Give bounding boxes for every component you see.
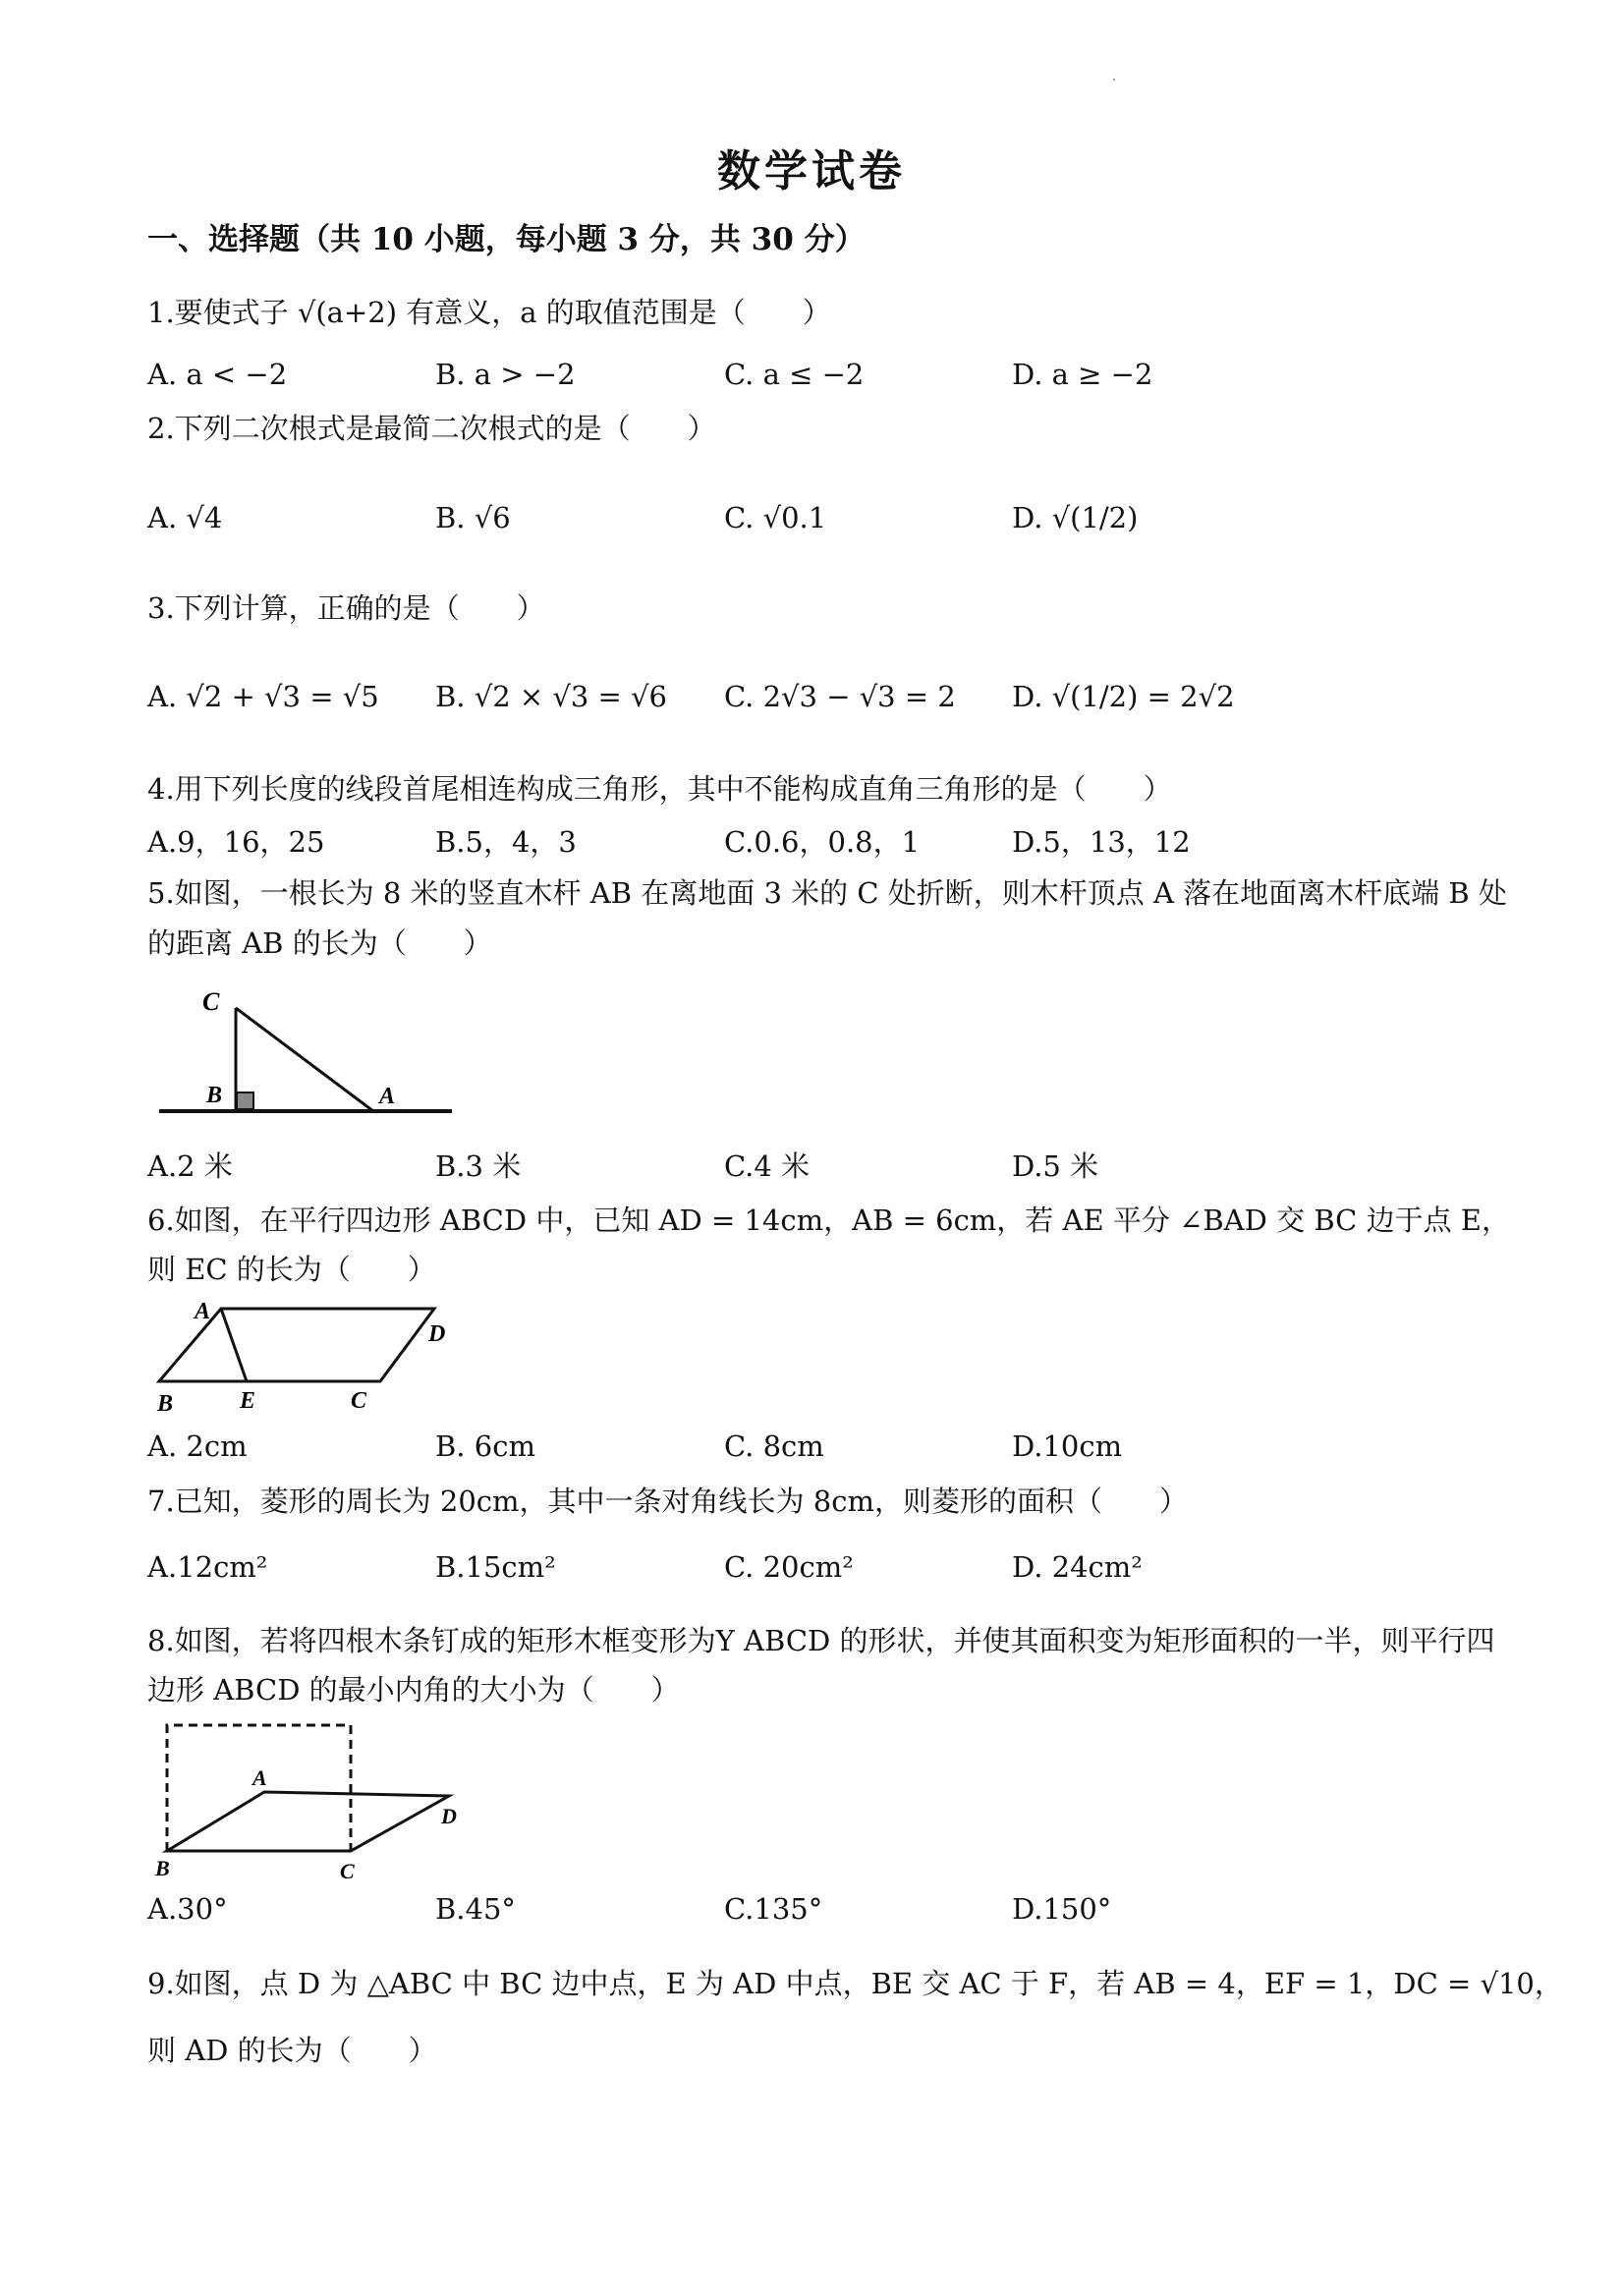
question-1-option-c: C. a ≤ −2 (724, 358, 865, 391)
question-8-stem: 8.如图，若将四根木条钉成的矩形木框变形为Y ABCD 的形状，并使其面积变为矩形面积的一半，则平行四 (147, 1624, 1495, 1657)
parallelogram-abcd (167, 1792, 449, 1851)
question-3-option-d: D. √(1/2) = 2√2 (1012, 680, 1235, 713)
label-b: B (157, 1391, 174, 1417)
question-4-option-b: B.5，4，3 (435, 825, 577, 859)
label-a: A (379, 1084, 396, 1109)
page-title: 数学试卷 (717, 146, 906, 196)
label-c: C (340, 1859, 355, 1883)
question-8-figure (147, 1719, 462, 1884)
label-a: A (195, 1299, 211, 1324)
broken-segment-ca (236, 1008, 373, 1111)
question-5-option-c: C.4 米 (724, 1149, 811, 1183)
question-7-option-b: B.15cm² (435, 1550, 556, 1584)
scan-speck (1113, 79, 1115, 81)
question-5-stem: 5.如图，一根长为 8 米的竖直木杆 AB 在离地面 3 米的 C 处折断，则木杆顶点 A 落在地面离木杆底端 B 处 (147, 876, 1507, 910)
question-7-option-d: D. 24cm² (1012, 1550, 1143, 1584)
question-2-option-b: B. √6 (435, 501, 511, 534)
question-6-option-d: D.10cm (1012, 1429, 1123, 1463)
label-a: A (252, 1765, 267, 1790)
label-d: D (441, 1804, 457, 1828)
label-d: D (428, 1321, 446, 1347)
question-3-option-c: C. 2√3 − √3 = 2 (724, 680, 956, 713)
question-2-option-a: A. √4 (147, 501, 223, 534)
label-c: C (351, 1388, 367, 1414)
question-1-stem: 1.要使式子 √(a+2) 有意义，a 的取值范围是（ ） (147, 296, 831, 329)
question-5-stem-line2: 的距离 AB 的长为（ ） (147, 926, 492, 960)
question-5-option-b: B.3 米 (435, 1149, 522, 1183)
right-angle-marker (237, 1092, 253, 1109)
question-5-option-a: A.2 米 (147, 1149, 233, 1183)
question-7-option-c: C. 20cm² (724, 1550, 854, 1584)
question-2-option-d: D. √(1/2) (1012, 501, 1139, 534)
question-3-option-b: B. √2 × √3 = √6 (435, 680, 668, 713)
question-8-stem-line2: 边形 ABCD 的最小内角的大小为（ ） (147, 1673, 680, 1707)
label-e: E (240, 1388, 256, 1414)
question-6-stem-line2: 则 EC 的长为（ ） (147, 1253, 436, 1286)
question-6-stem: 6.如图，在平行四边形 ABCD 中，已知 AD = 14cm，AB = 6cm，若 AE 平分 ∠BAD 交 BC 边于点 E， (147, 1204, 1510, 1237)
question-8-option-d: D.150° (1012, 1892, 1112, 1926)
question-7-stem: 7.已知，菱形的周长为 20cm，其中一条对角线长为 8cm，则菱形的面积（ ） (147, 1484, 1188, 1518)
question-2-option-c: C. √0.1 (724, 501, 827, 534)
question-3-stem: 3.下列计算，正确的是（ ） (147, 591, 545, 625)
question-1-option-a: A. a < −2 (147, 358, 288, 391)
question-8-option-a: A.30° (147, 1892, 228, 1926)
question-4-stem: 4.用下列长度的线段首尾相连构成三角形，其中不能构成直角三角形的是（ ） (147, 772, 1172, 806)
section-heading: 一、选择题（共 10 小题，每小题 3 分，共 30 分） (147, 222, 866, 257)
bisector-ae (221, 1309, 247, 1381)
label-b: B (155, 1856, 170, 1880)
label-b: B (206, 1083, 223, 1108)
question-8-option-b: B.45° (435, 1892, 516, 1926)
question-6-option-c: C. 8cm (724, 1429, 824, 1463)
question-5-figure (147, 982, 462, 1120)
question-6-option-a: A. 2cm (147, 1429, 248, 1463)
question-6-option-b: B. 6cm (435, 1429, 535, 1463)
question-9-stem-line2: 则 AD 的长为（ ） (147, 2034, 437, 2067)
question-1-option-d: D. a ≥ −2 (1012, 358, 1153, 391)
question-4-option-c: C.0.6，0.8，1 (724, 825, 921, 859)
question-9-stem: 9.如图，点 D 为 △ABC 中 BC 边中点，E 为 AD 中点，BE 交 AC 于 F，若 AB = 4，EF = 1，DC = √10， (147, 1967, 1563, 2000)
question-5-option-d: D.5 米 (1012, 1149, 1099, 1183)
question-7-option-a: A.12cm² (147, 1550, 268, 1584)
question-2-stem: 2.下列二次根式是最简二次根式的是（ ） (147, 412, 716, 445)
question-6-figure (147, 1297, 462, 1417)
label-c: C (202, 987, 220, 1016)
question-4-option-a: A.9，16，25 (147, 825, 325, 859)
question-1-option-b: B. a > −2 (435, 358, 576, 391)
question-4-option-d: D.5，13，12 (1012, 825, 1191, 859)
question-8-option-c: C.135° (724, 1892, 823, 1926)
question-3-option-a: A. √2 + √3 = √5 (147, 680, 379, 713)
